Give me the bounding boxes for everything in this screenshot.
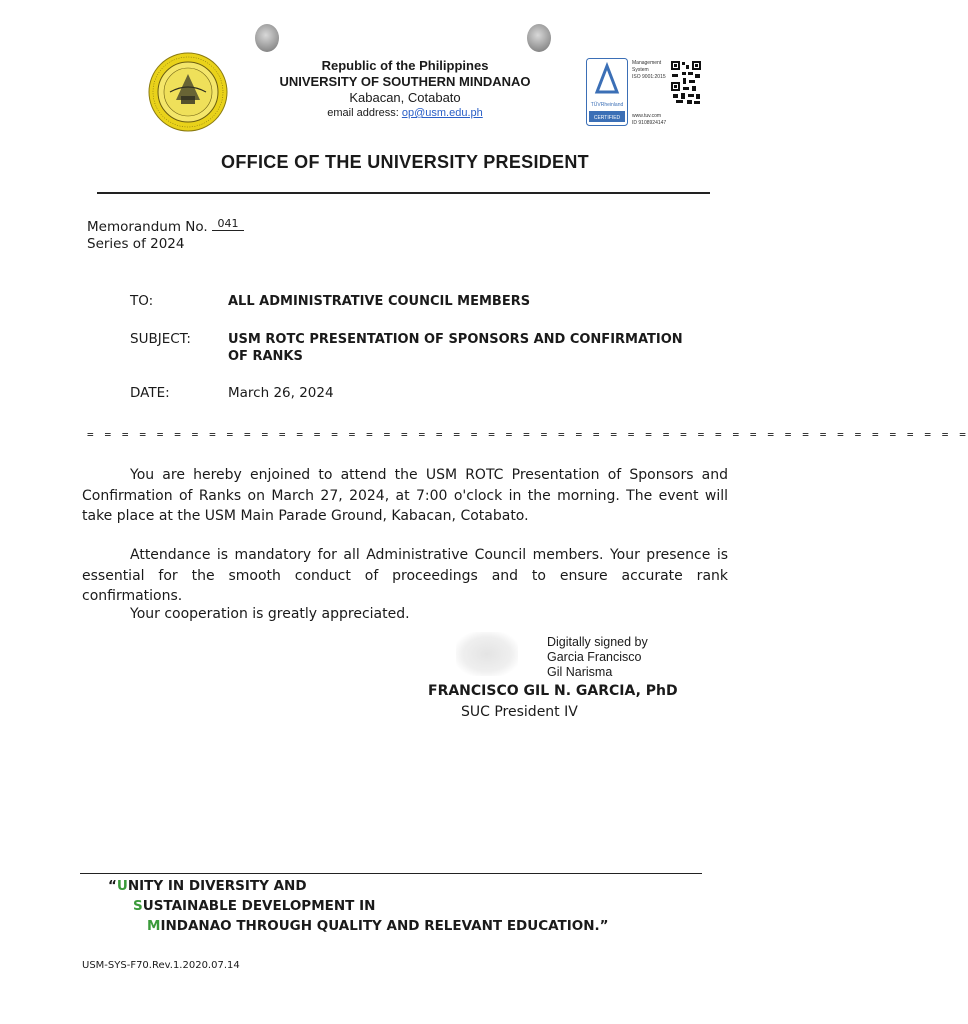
body-paragraph-1 — [82, 465, 728, 527]
signer-title: SUC President IV — [461, 704, 578, 720]
header-divider — [97, 192, 710, 194]
email-link[interactable]: op@usm.edu.ph — [401, 107, 483, 119]
digital-sig-line: Digitally signed by — [547, 635, 648, 649]
paragraph-text: Attendance is mandatory for all Administrative Council members. Your presence is essential for the smooth conduct of proceedings and to ensure accurate rank confirmations. — [82, 547, 728, 604]
digital-signature-note — [547, 635, 697, 680]
memo-series: Series of 2024 — [87, 236, 185, 252]
paragraph-text: You are hereby enjoined to attend the USM ROTC Presentation of Sponsors and Confirmation of Ranks on March 27, 2024, at 7:00 o'clock in the morning. The event will take place at the USM Main Parade Ground, Kabacan, Cotabato. — [82, 467, 728, 524]
header-university: UNIVERSITY OF SOUTHERN MINDANAO — [279, 74, 531, 89]
to-label: TO: — [130, 293, 154, 309]
form-code: USM-SYS-F70.Rev.1.2020.07.14 — [82, 960, 240, 971]
motto-line-3 — [147, 918, 609, 934]
header-location: Kabacan, Cotabato — [349, 90, 461, 105]
signer-name: FRANCISCO GIL N. GARCIA, PhD — [428, 683, 678, 699]
date-value: March 26, 2024 — [228, 385, 334, 401]
cert-line: System — [632, 67, 649, 73]
tuv-brand-text: TÜVRheinland — [590, 102, 624, 108]
digital-sig-line: Gil Narisma — [547, 665, 613, 679]
body-paragraph-3: Your cooperation is greatly appreciated. — [130, 606, 410, 622]
cert-line: ID 9108924147 — [632, 120, 667, 126]
to-value: ALL ADMINISTRATIVE COUNCIL MEMBERS — [228, 294, 531, 309]
memo-label: Memorandum No. — [87, 219, 208, 235]
university-seal-logo — [148, 52, 228, 132]
memo-number-line — [87, 217, 244, 235]
motto-initial: M — [147, 918, 161, 934]
motto-text: INDANAO THROUGH QUALITY AND RELEVANT EDUCATION.” — [160, 918, 609, 934]
signature-image — [456, 632, 518, 676]
footer-divider — [80, 873, 702, 874]
tuv-certification-badge — [586, 58, 628, 126]
tuv-certified-text: CERTIFIED — [593, 115, 621, 121]
email-label: email address: — [327, 107, 399, 119]
section-divider: = = = = = = = = = = = = = = = = = = = = = = = = = = = = = = = = = = = = = = = = = = = = = = = = = = = — [87, 428, 968, 441]
qr-code-icon[interactable] — [670, 60, 702, 106]
motto-open-quote: “ — [108, 878, 117, 894]
digital-sig-line: Garcia Francisco — [547, 650, 642, 664]
motto-line-1 — [108, 878, 307, 894]
header-email-line — [270, 107, 540, 119]
subject-label: SUBJECT: — [130, 331, 191, 347]
motto-text: NITY IN DIVERSITY AND — [127, 878, 307, 894]
memo-number: 041 — [212, 217, 244, 231]
office-title: OFFICE OF THE UNIVERSITY PRESIDENT — [221, 152, 589, 172]
cert-line: www.tuv.com — [632, 113, 662, 119]
cert-line: ISO 9001:2015 — [632, 74, 666, 80]
motto-initial: S — [133, 898, 143, 914]
date-label: DATE: — [130, 385, 170, 401]
header-republic: Republic of the Philippines — [321, 58, 489, 73]
motto-text: USTAINABLE DEVELOPMENT IN — [142, 898, 376, 914]
punch-hole-left — [255, 24, 279, 52]
body-paragraph-2 — [82, 545, 728, 607]
cert-standard-text — [632, 60, 670, 81]
motto-line-2 — [133, 898, 375, 914]
motto-initial: U — [116, 878, 128, 894]
subject-value: USM ROTC PRESENTATION OF SPONSORS AND CONFIRMATION OF RANKS — [228, 332, 683, 364]
cert-id-text — [632, 113, 670, 127]
punch-hole-right — [527, 24, 551, 52]
cert-line: Management — [632, 60, 662, 66]
